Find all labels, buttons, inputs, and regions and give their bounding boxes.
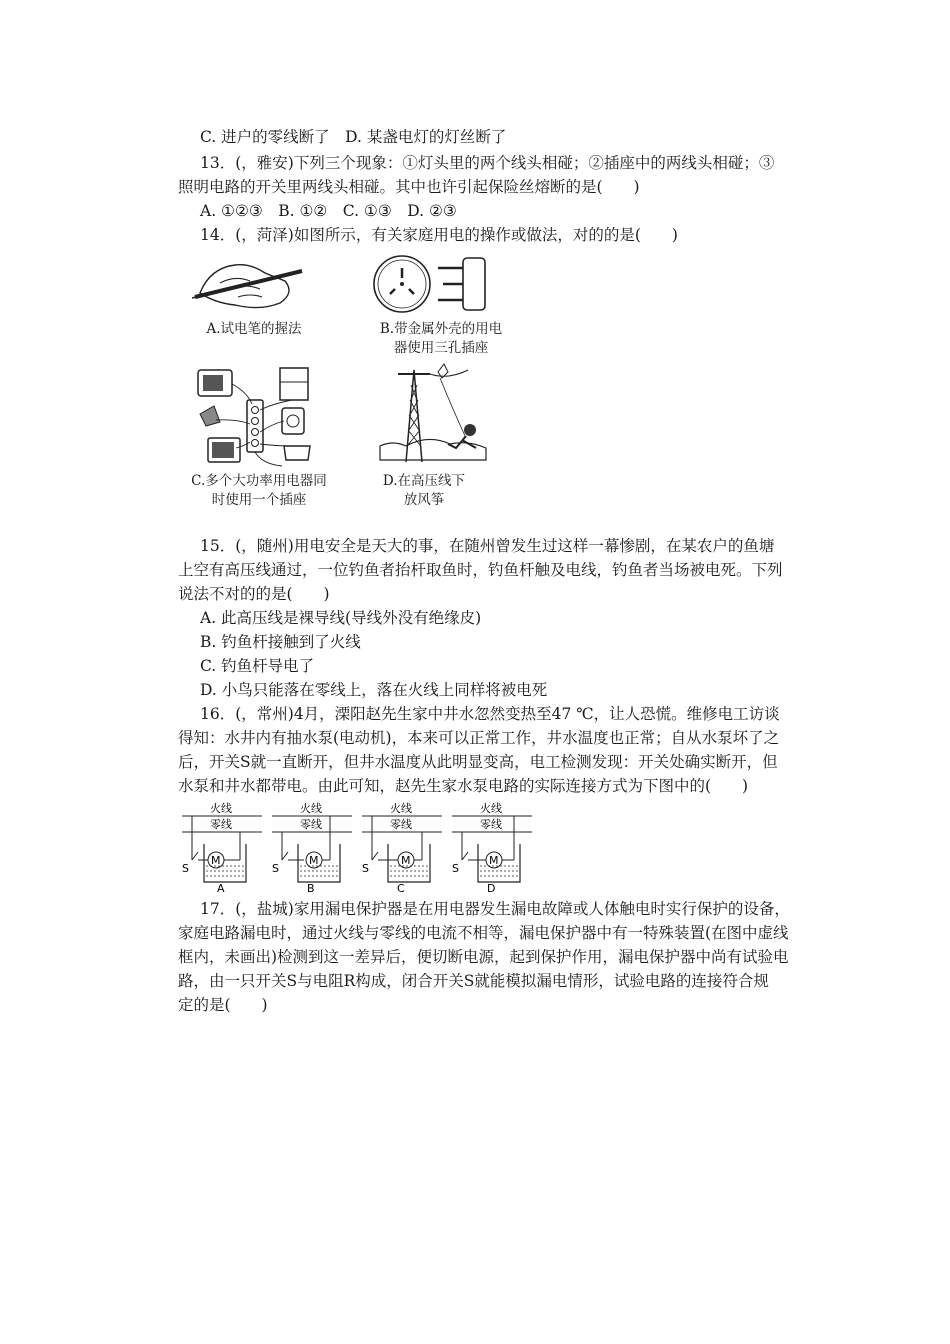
q17-stem-2: 家庭电路漏电时，通过火线与零线的电流不相等，漏电保护器中有一特殊装置(在图中虚线 (178, 924, 789, 942)
q15-option-d: D. 小鸟只能落在零线上，落在火线上同样将被电死 (200, 681, 548, 699)
q16-live-label: 火线 (210, 802, 232, 815)
q16-switch-label: S (452, 862, 459, 875)
q16-neutral-label: 零线 (480, 818, 502, 831)
q12-options-cd: C. 进户的零线断了 D. 某盏电灯的灯丝断了 (200, 128, 507, 146)
q16-live-label: 火线 (390, 802, 412, 815)
q14-caption-c-2: 时使用一个插座 (211, 492, 307, 508)
q17-stem-1: 17．(，盐城)家用漏电保护器是在用电器发生漏电故障或人体触电时实行保护的设备， (200, 900, 790, 918)
q17-stem-5: 定的是( ) (178, 996, 268, 1014)
q16-label-a: A (217, 882, 225, 892)
q16-stem-3: 后，开关S就一直断开，但井水温度从此明显变高，电工检测发现：开关处确实断开，但 (178, 753, 778, 771)
q14-figure-b-three-hole-socket (368, 250, 498, 320)
q16-label-d: D (487, 882, 496, 892)
q16-label-c: C (397, 882, 405, 892)
q16-motor-label: M (489, 854, 499, 867)
q15-option-c: C. 钓鱼杆导电了 (200, 657, 315, 675)
q14-caption-b-2: 器使用三孔插座 (393, 340, 489, 356)
q15-option-b: B. 钓鱼杆接触到了火线 (200, 633, 361, 651)
q15-stem-3: 说法不对的的是( ) (178, 585, 330, 603)
q16-stem-4: 水泵和井水都带电。由此可知，赵先生家水泵电路的实际连接方式为下图中的( ) (178, 777, 749, 795)
q14-figure-a-test-pen (190, 253, 310, 315)
q14-caption-d-1: D.在高压线下 (382, 473, 466, 489)
q15-option-a: A. 此高压线是裸导线(导线外没有绝缘皮) (200, 609, 482, 627)
q16-label-b: B (307, 882, 315, 892)
q16-neutral-label: 零线 (300, 818, 322, 831)
q13-stem-1: 13．(，雅安)下列三个现象：①灯头里的两个线头相碰；②插座中的两线头相碰；③ (200, 154, 775, 172)
q15-stem-1: 15．(，随州)用电安全是天大的事，在随州曾发生过这样一幕惨剧，在某农户的鱼塘 (200, 537, 775, 555)
q14-caption-d-2: 放风筝 (403, 492, 445, 508)
q16-live-label: 火线 (300, 802, 322, 815)
q17-stem-3: 框内，未画出)检测到这一差异后，便切断电源，起到保护作用，漏电保护器中尚有试验电 (178, 948, 789, 966)
q16-switch-label: S (182, 862, 189, 875)
q15-stem-2: 上空有高压线通过，一位钓鱼者抬杆取鱼时，钓鱼杆触及电线，钓鱼者当场被电死。下列 (178, 561, 783, 579)
q16-stem-2: 得知：水井内有抽水泵(电动机)，本来可以正常工作，井水温度也正常；自从水泵坏了之 (178, 729, 780, 747)
q16-motor-label: M (401, 854, 411, 867)
q17-stem-4: 路，由一只开关S与电阻R构成，闭合开关S就能模拟漏电情形，试验电路的连接符合规 (178, 972, 769, 990)
q14-figure-c-overloaded-strip (192, 364, 324, 468)
q16-live-label: 火线 (480, 802, 502, 815)
q16-neutral-label: 零线 (210, 818, 232, 831)
q16-switch-label: S (362, 862, 369, 875)
q14-caption-a: A.试电笔的握法 (206, 321, 302, 337)
q13-stem-2: 照明电路的开关里两线头相碰。其中也许引起保险丝熔断的是( ) (178, 178, 640, 196)
q14-stem: 14．(，菏泽)如图所示，有关家庭用电的操作或做法，对的的是( ) (200, 226, 678, 244)
q16-neutral-label: 零线 (390, 818, 412, 831)
q14-caption-b-1: B.带金属外壳的用电 (379, 321, 503, 337)
q13-options: A. ①②③ B. ①② C. ①③ D. ②③ (200, 202, 457, 220)
q16-motor-label: M (309, 854, 319, 867)
q16-switch-label: S (272, 862, 279, 875)
q14-caption-c-1: C.多个大功率用电器同 (191, 473, 327, 489)
q14-figure-d-kite-under-powerline (378, 360, 488, 466)
q16-stem-1: 16．(，常州)4月，溧阳赵先生家中井水忽然变热至47 ℃，让人恐慌。维修电工访谈 (200, 705, 780, 723)
q16-motor-label: M (211, 854, 221, 867)
